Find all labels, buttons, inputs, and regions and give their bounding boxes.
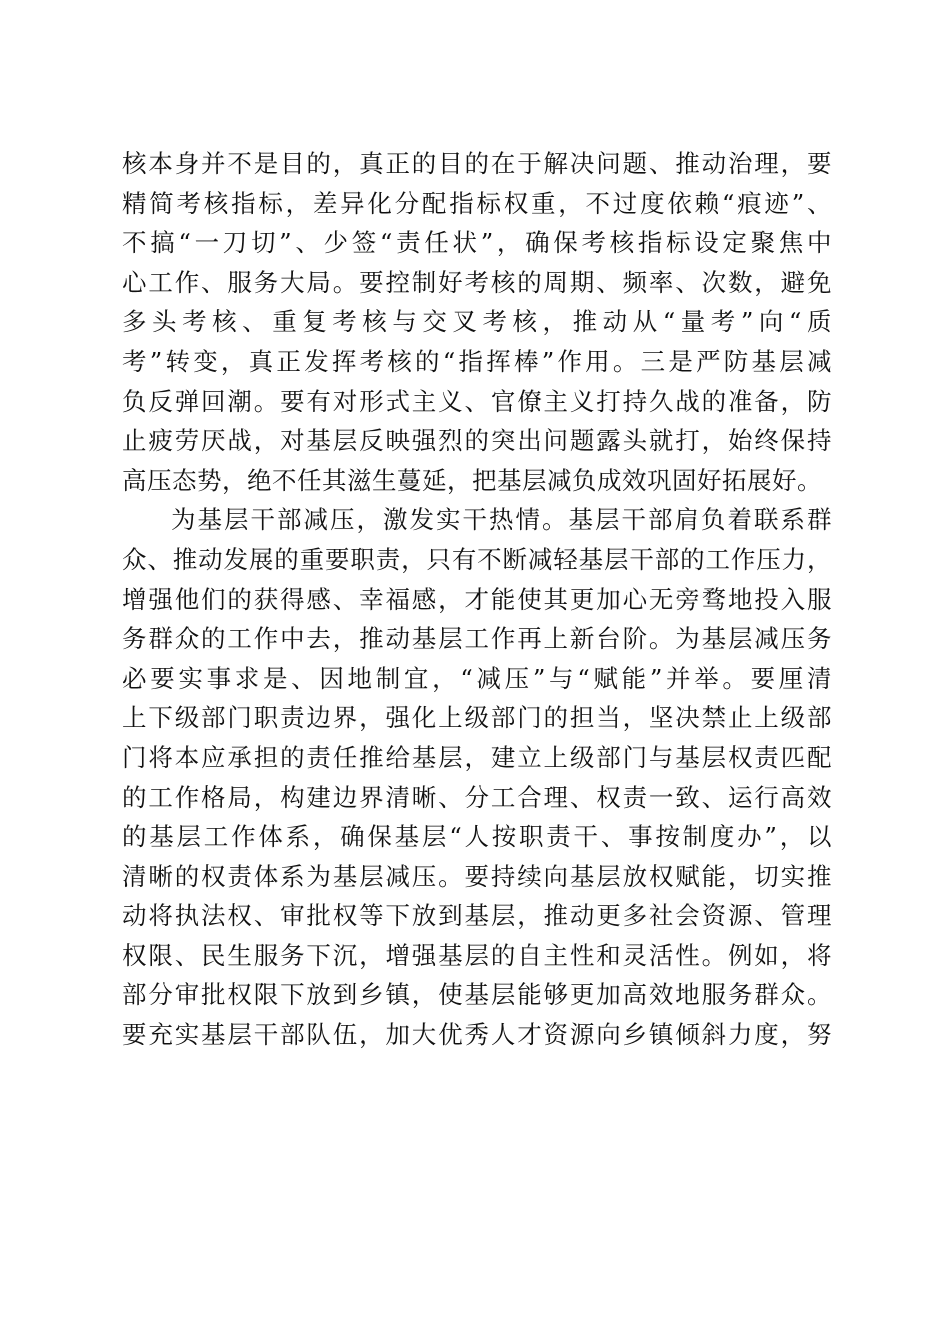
text-line: 门将本应承担的责任推给基层，建立上级部门与基层权责匹配	[122, 742, 832, 772]
text-line: 务群众的工作中去，推动基层工作再上新台阶。为基层减压务	[122, 624, 832, 654]
text-line: 不搞“一刀切”、少签“责任状”，确保考核指标设定聚焦中	[122, 228, 832, 258]
paragraph-end-line: 高压态势，绝不任其滋生蔓延，把基层减负成效巩固好拓展好。	[122, 465, 822, 495]
text-line: 止疲劳厌战，对基层反映强烈的突出问题露头就打，始终保持	[122, 426, 832, 456]
text-line: 众、推动发展的重要职责，只有不断减轻基层干部的工作压力，	[122, 544, 832, 574]
text-line: 上下级部门职责边界，强化上级部门的担当，坚决禁止上级部	[122, 703, 832, 733]
text-line: 多头考核、重复考核与交叉考核，推动从“量考”向“质	[122, 307, 832, 337]
text-line: 的基层工作体系，确保基层“人按职责干、事按制度办”，以	[122, 822, 832, 852]
text-line: 核本身并不是目的，真正的目的在于解决问题、推动治理，要	[122, 149, 832, 178]
text-line: 动将执法权、审批权等下放到基层，推动更多社会资源、管理	[122, 901, 832, 931]
text-line: 心工作、服务大局。要控制好考核的周期、频率、次数，避免	[122, 267, 832, 297]
text-line: 精简考核指标，差异化分配指标权重，不过度依赖“痕迹”、	[122, 188, 832, 218]
text-line: 负反弹回潮。要有对形式主义、官僚主义打持久战的准备，防	[122, 386, 832, 416]
text-line: 清晰的权责体系为基层减压。要持续向基层放权赋能，切实推	[122, 861, 832, 891]
body-text	[122, 144, 832, 1055]
text-line: 考”转变，真正发挥考核的“指挥棒”作用。三是严防基层减	[122, 346, 832, 376]
paragraph-start-line: 为基层干部减压，激发实干热情。基层干部肩负着联系群	[171, 505, 832, 535]
text-line: 要充实基层干部队伍，加大优秀人才资源向乡镇倾斜力度，努	[122, 1020, 832, 1050]
text-line: 部分审批权限下放到乡镇，使基层能够更加高效地服务群众。	[122, 980, 832, 1010]
text-line: 必要实事求是、因地制宜，“减压”与“赋能”并举。要厘清	[122, 663, 832, 693]
text-line: 的工作格局，构建边界清晰、分工合理、权责一致、运行高效	[122, 782, 832, 812]
text-line: 增强他们的获得感、幸福感，才能使其更加心无旁骛地投入服	[122, 584, 832, 614]
text-line: 权限、民生服务下沉，增强基层的自主性和灵活性。例如，将	[122, 940, 832, 970]
